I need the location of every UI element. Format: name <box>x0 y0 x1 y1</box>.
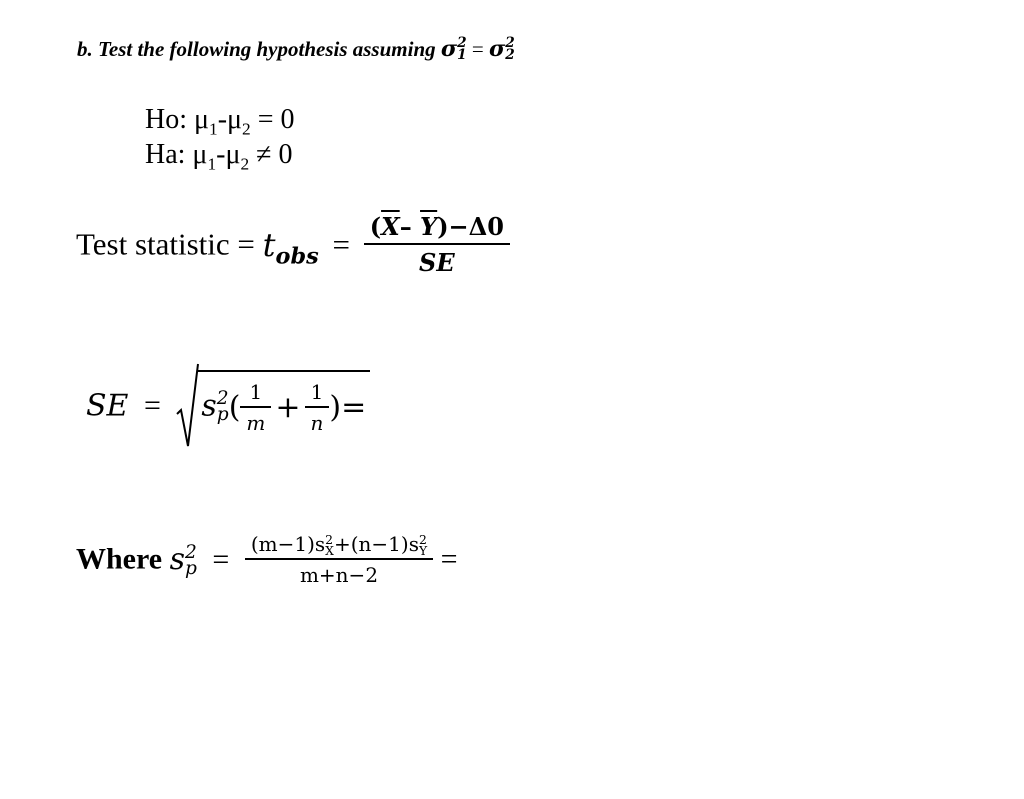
se-formula <box>86 362 370 450</box>
radical-sign <box>176 362 200 450</box>
fraction-numerator: (m−1)s 2 X +(n−1)s 2 Y <box>250 531 428 558</box>
question-label: b. Test the following hypothesis assuming <box>77 37 436 61</box>
test-statistic-fraction <box>364 212 510 277</box>
trailing-equals-sign: = <box>440 542 458 576</box>
sigma2-symbol: σ 2 2 <box>488 35 515 63</box>
equals-sign: = <box>212 542 230 576</box>
alternative-hypothesis: Ha: $\mu_1-\mu_2 \ne 0$ <box>145 139 293 174</box>
question-heading <box>77 36 515 62</box>
equals-sign: = <box>332 226 350 262</box>
equals-sign: = <box>471 37 484 61</box>
radicand: s 2 p ( $\frac{1}{m}$ + $\frac{1}{n}$ )= <box>198 370 370 437</box>
sp-squared-symbol: s 2 p <box>169 542 197 580</box>
null-hypothesis: Ho: $\mu_1-\mu_2 = 0$ <box>145 104 295 139</box>
equals-sign: = <box>143 389 161 422</box>
fraction-denominator: m+n−2 <box>299 563 379 588</box>
square-root <box>176 362 370 450</box>
test-statistic-formula <box>76 212 510 277</box>
pooled-variance-fraction <box>245 532 433 587</box>
pooled-variance-formula <box>76 532 458 587</box>
fraction-denominator: SE <box>419 248 455 277</box>
test-statistic-label: Test statistic = <box>76 226 263 262</box>
sigma1-symbol: σ 2 1 <box>440 35 467 63</box>
fraction-numerator: ($\overline{X}-$ $\overline{Y})-\Delta 0$ <box>369 212 504 241</box>
se-label: SE <box>86 388 129 424</box>
where-label: Where <box>76 542 163 576</box>
t-obs-symbol: $t_{obs}$ <box>262 225 319 269</box>
